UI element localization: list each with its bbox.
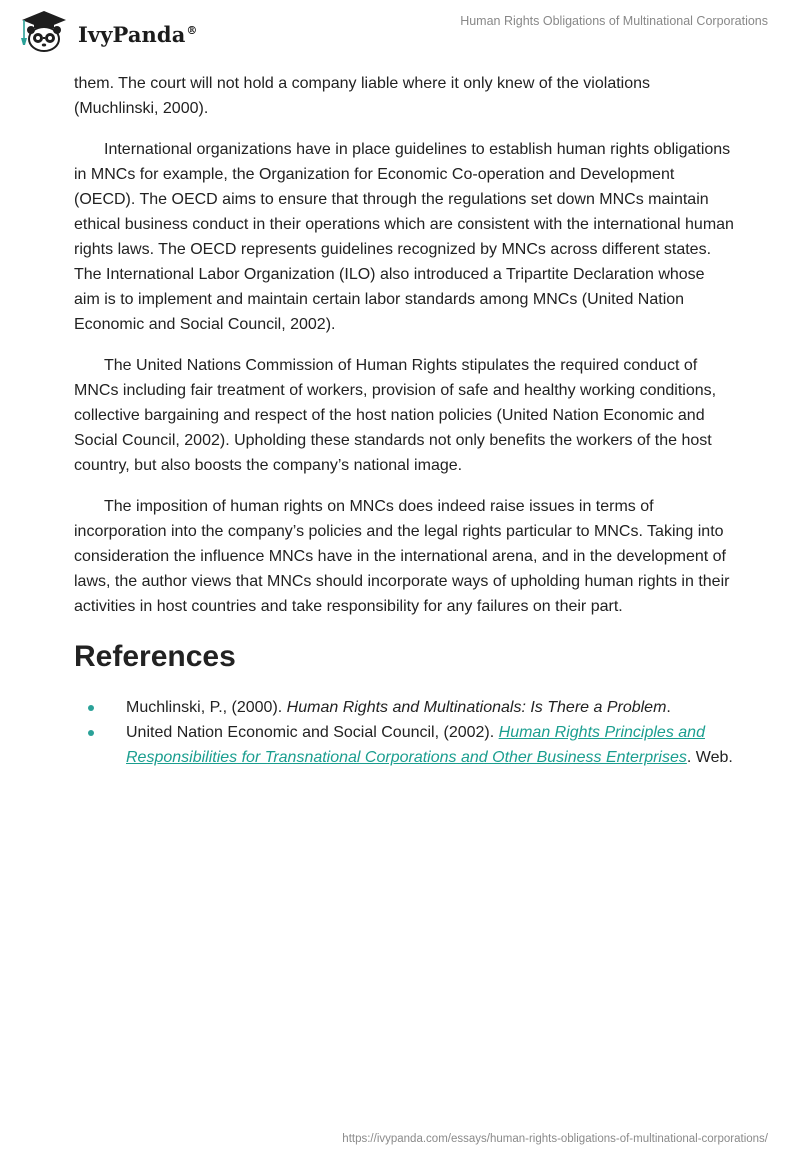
paragraph-continuation: them. The court will not hold a company liable where it only knew of the violations (Muchlinski, 2000). bbox=[74, 75, 651, 117]
registered-mark: ® bbox=[186, 23, 198, 37]
paragraph-conclusion: The imposition of human rights on MNCs does indeed raise issues in terms of incorporation into the company’s policies and the legal rights particular to MNCs. Taking into consideration the influence MNCs have in the international arena, and in the development of laws, the author views that MNCs should incorporate ways of upholding human rights in their activities in host countries and take responsibility for any failures on their part. bbox=[74, 498, 730, 615]
references-heading: References bbox=[74, 640, 236, 673]
reference-item bbox=[74, 720, 734, 770]
references-list bbox=[74, 695, 734, 770]
brand-name: IvyPanda® bbox=[78, 21, 198, 47]
paragraph-un-commission: The United Nations Commission of Human Rights stipulates the required conduct of MNCs including fair treatment of workers, provision of safe and healthy working conditions, collective bargaining and respect of the host nation policies (United Nation Economic and Social Council, 2002). Upholding these standards not only benefits the workers of the host country, but also boosts the company’s national image. bbox=[74, 357, 717, 474]
footer-url[interactable]: https://ivypanda.com/essays/human-rights-obligations-of-multinational-corporations/ bbox=[342, 1133, 768, 1145]
bullet-icon bbox=[88, 730, 94, 736]
reference-prefix: Muchlinski, P., (2000). bbox=[126, 699, 287, 716]
reference-suffix: . bbox=[666, 699, 671, 716]
brand-logo[interactable] bbox=[14, 8, 198, 54]
reference-item bbox=[74, 695, 734, 720]
panda-graduate-icon bbox=[14, 8, 74, 54]
reference-link[interactable]: Human Rights Principles and Responsibilities for Transnational Corporations and Other Business Enterprises bbox=[126, 724, 705, 766]
paragraph-international-organizations: International organizations have in place guidelines to establish human rights obligations in MNCs for example, the Organization for Economic Co-operation and Development (OECD). The OECD aims to ensure that through the regulations set down MNCs maintain ethical business conduct in their operations which are consistent with the international human rights laws. The OECD represents guidelines recognized by MNCs across different states. The International Labor Organization (ILO) also introduced a Tripartite Declaration whose aim is to implement and maintain certain labor standards among MNCs (United Nation Economic and Social Council, 2002). bbox=[74, 141, 734, 333]
reference-prefix: United Nation Economic and Social Council, (2002). bbox=[126, 724, 499, 741]
reference-title: Human Rights and Multinationals: Is There a Problem bbox=[286, 699, 667, 716]
document-title: Human Rights Obligations of Multinational Corporations bbox=[460, 14, 768, 28]
essay-content bbox=[74, 71, 734, 770]
bullet-icon bbox=[88, 705, 94, 711]
reference-suffix: . Web. bbox=[686, 749, 733, 766]
page-header bbox=[0, 0, 800, 64]
